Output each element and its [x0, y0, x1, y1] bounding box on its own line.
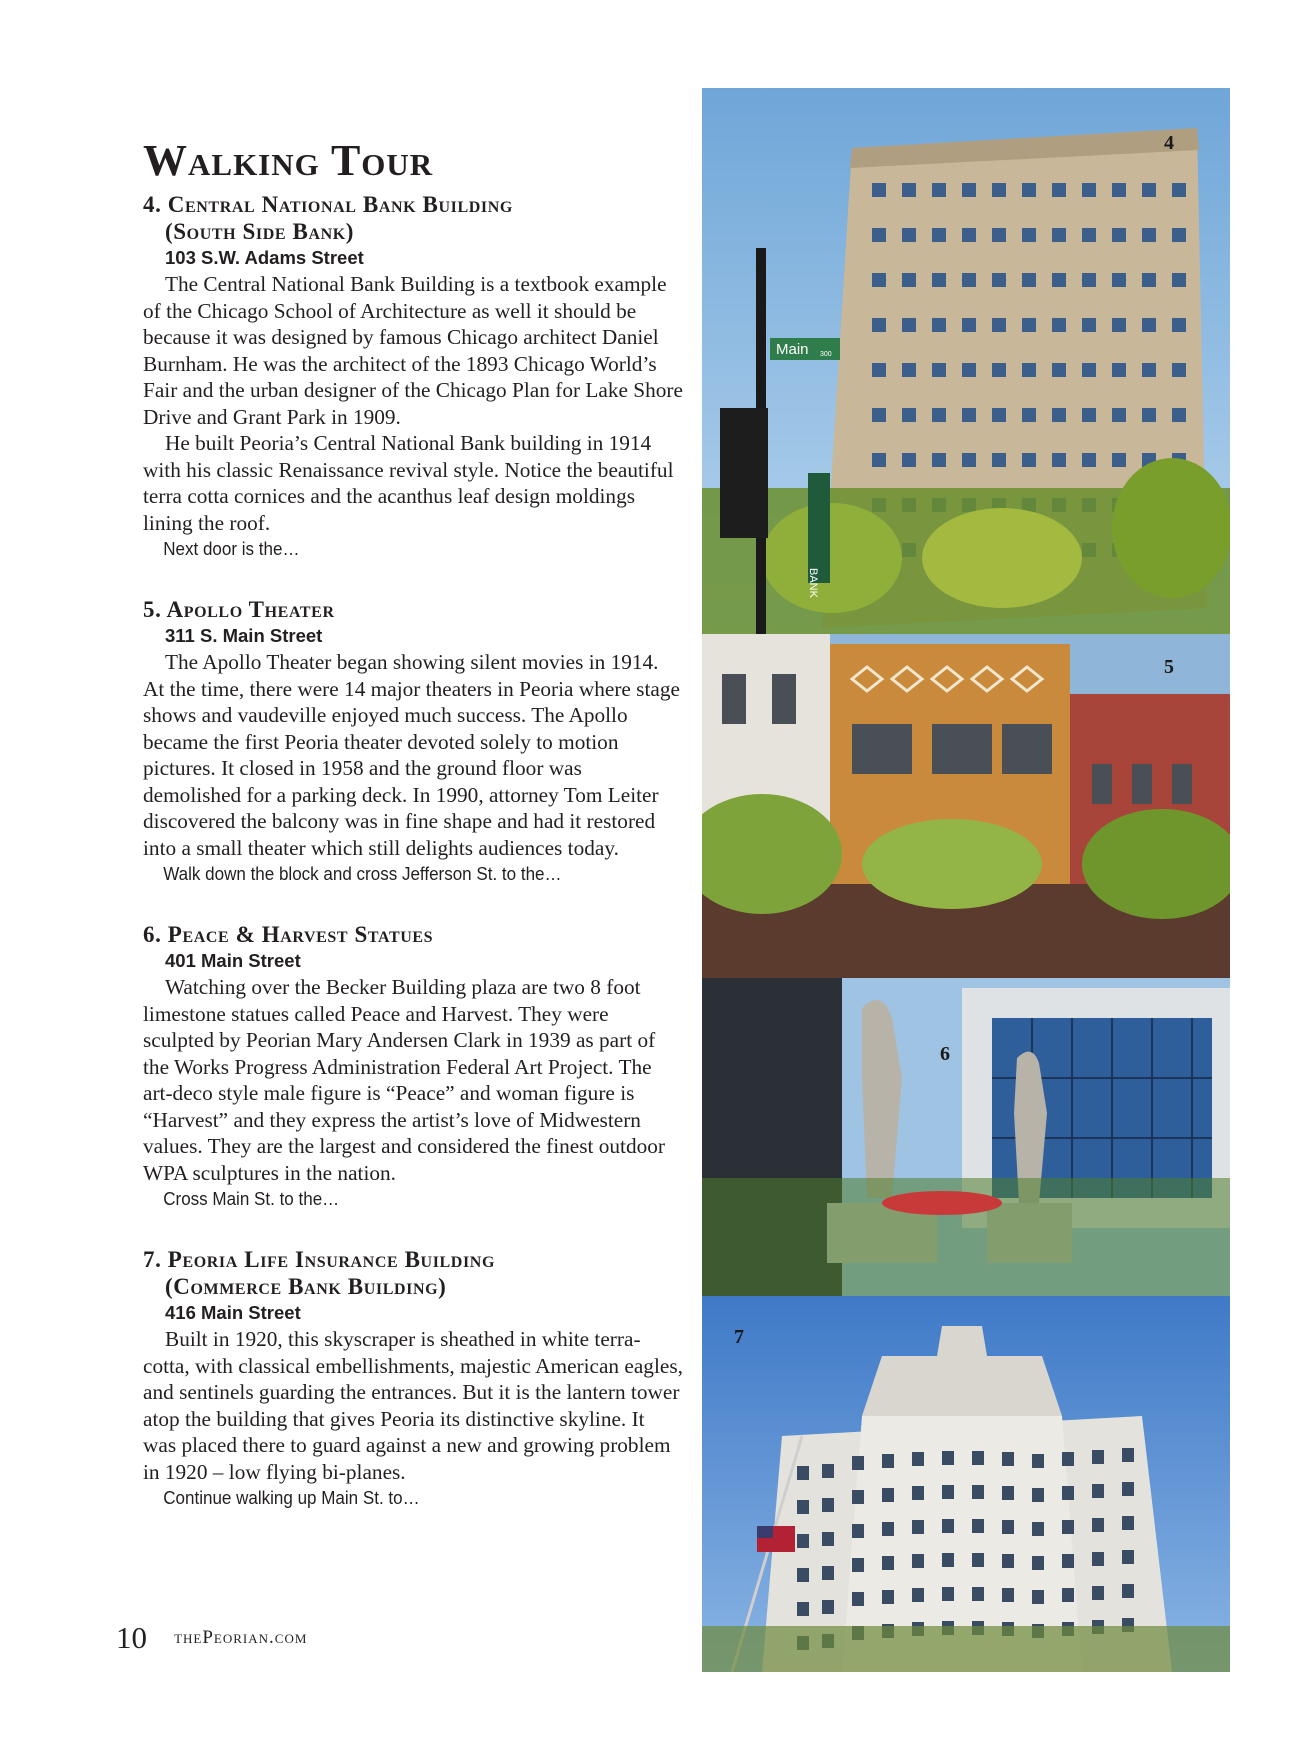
entry-next-direction: Next door is the… — [163, 538, 300, 559]
entry-heading — [143, 191, 683, 245]
entry-next-direction: Walk down the block and cross Jefferson St. to the… — [163, 863, 562, 884]
apollo-street-illustration — [702, 634, 1230, 978]
entry-body: The Central National Bank Building is a textbook example of the Chicago School of Architecture as well it should be because it was designed by famous Chicago architect Daniel Burnham. He was the architect of the 1893 Chicago World’s Fair and the urban designer of the Chicago Plan for Lake Shore Drive and Grant Park in 1909. — [143, 272, 683, 429]
entry-address: 103 S.W. Adams Street — [165, 247, 364, 268]
entry-peoria-life-insurance — [143, 1246, 683, 1511]
statues-illustration — [702, 978, 1230, 1296]
entry-apollo-theater — [143, 596, 683, 887]
bank-building-illustration — [702, 88, 1230, 634]
entry-heading — [143, 596, 683, 623]
entry-address: 401 Main Street — [165, 950, 301, 971]
entry-address: 416 Main Street — [165, 1302, 301, 1323]
entry-peace-harvest-statues — [143, 921, 683, 1212]
entry-body: Built in 1920, this skyscraper is sheathed in white terra-cotta, with classical embellishments, majestic American eagles, and sentinels guarding the entrances. But it is the lantern tower atop the building that gives Peoria its distinctive skyline. It was placed there to guard against a new and growing problem in 1920 – low flying bi-planes. — [143, 1327, 683, 1484]
page-number: 10 — [116, 1620, 147, 1655]
entry-heading-line1: 6. Peace & Harvest Statues — [143, 922, 434, 947]
entry-heading — [143, 1246, 683, 1300]
page-title: Walking Tour — [143, 136, 434, 185]
entry-heading — [143, 921, 683, 948]
entry-central-national-bank — [143, 191, 683, 562]
bank-sign: BANK — [807, 568, 819, 598]
entry-heading-line1: 5. Apollo Theater — [143, 597, 335, 622]
street-sign-main: Main — [776, 341, 809, 358]
entry-body: Watching over the Becker Building plaza are two 8 foot limestone statues called Peace and Harvest. They were sculpted by Peorian Mary Andersen Clark in 1939 as part of the Works Progress Administration Federal Art Project. The art-deco style male figure is “Peace” and woman figure is “Harvest” and they express the artist’s love of Midwestern values. They are the largest and considered the finest outdoor WPA sculptures in the nation. — [143, 975, 666, 1185]
photo-central-national-bank — [702, 88, 1230, 634]
page-footer — [116, 1620, 307, 1656]
photo-number: 7 — [734, 1326, 744, 1348]
street-sign-number: 300 — [820, 351, 832, 358]
photo-number: 4 — [1164, 132, 1174, 154]
photo-peace-harvest-statues — [702, 978, 1230, 1296]
entry-heading-line2: (South Side Bank) — [165, 219, 355, 244]
entry-heading-line1: 7. Peoria Life Insurance Building — [143, 1247, 495, 1272]
entry-next-direction: Cross Main St. to the… — [163, 1188, 340, 1209]
entry-address: 311 S. Main Street — [165, 625, 323, 646]
entry-body: The Apollo Theater began showing silent movies in 1914. At the time, there were 14 major theaters in Peoria where stage shows and vaudeville enjoyed much success. The Apollo became the first Peoria theater devoted solely to motion pictures. It closed in 1958 and the ground floor was demolished for a parking deck. In 1990, attorney Tom Leiter discovered the balcony was in fine shape and had it restored into a small theater which still delights audiences today. — [143, 650, 680, 860]
text-column — [143, 135, 683, 1545]
peoria-life-building-illustration — [702, 1296, 1230, 1672]
entry-next-direction: Continue walking up Main St. to… — [163, 1487, 420, 1508]
photo-column — [702, 88, 1230, 1672]
photo-number: 6 — [940, 1043, 950, 1065]
photo-peoria-life-insurance — [702, 1296, 1230, 1672]
entry-body-2: He built Peoria’s Central National Bank building in 1914 with his classic Renaissance revival style. Notice the beautiful terra cotta cornices and the acanthus leaf design moldings lining the roof. — [143, 431, 674, 535]
entry-heading-line1: 4. Central National Bank Building — [143, 192, 513, 217]
photo-number: 5 — [1164, 656, 1174, 678]
site-name: thePeorian.com — [174, 1627, 308, 1648]
photo-apollo-theater — [702, 634, 1230, 978]
entry-heading-line2: (Commerce Bank Building) — [165, 1274, 447, 1299]
